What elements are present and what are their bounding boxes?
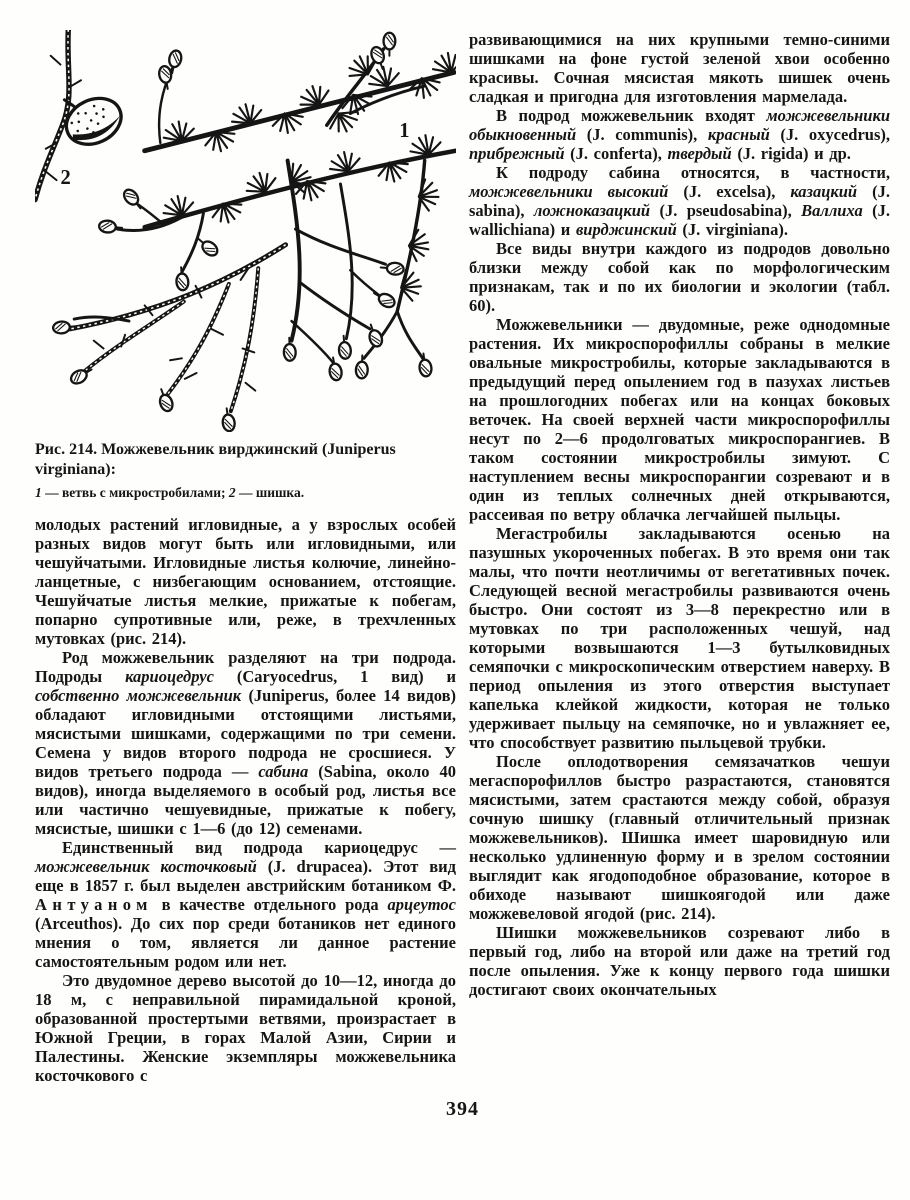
paragraph: [469, 923, 890, 999]
text-run: в качестве отдельного рода: [152, 895, 388, 914]
text-run: Можжевельники — двудомные, реже однодомные растения. Их микроспорофиллы собраны в мелкие овальные микростробилы, которые закладываются в предыдущий перед опылением год в пазухах листьев на прошлогодних побегах или на концах боковых веточек. На своей верхней части микроспорофиллы несут по 2—6 продолговатых микроспорангиев. В таком состоянии микростробилы зимуют. С наступлением весны микроспорангии созревают и в один из теплых солнечных дней открываются, рассеивая по ветру облачка легчайшей пыльцы.: [469, 315, 890, 524]
text-run: Мегастробилы закладываются осенью на пазушных укороченных побегах. В это время они так малы, что почти неотличимы от вегетативных почек. Следующей весной мегастробилы развиваются очень быстро. Они состоят из 3—8 перекрестно или в мутовках по три расположенных чешуй, над которыми возвышаются 1—3 бутылковидных семяпочки с микроскопическим отверстием наверху. В период опыления из этого отверстия выступает капелька клейкой жидкости, которая не только удерживает пыльцу на семяпочке, но и увлажняет ее, что способствует развитию пыльцевой трубки.: [469, 524, 890, 752]
text-run: К подроду сабина относятся, в частности,: [496, 163, 890, 182]
paragraph: [35, 838, 456, 971]
text-run: В подрод можжевельник входят: [496, 106, 767, 125]
left-column-text: [35, 515, 456, 1085]
paragraph: [469, 163, 890, 239]
text-run: казацкий: [790, 182, 858, 201]
text-run: Антуаном: [35, 895, 153, 914]
text-run: (J. drupacea). Этот вид еще в 1857 г. был выделен австрийским ботаником Ф.: [35, 857, 456, 895]
figure-label-2: 2: [60, 167, 71, 190]
text-run: (J. rigida) и др.: [731, 144, 851, 163]
text-run: Шишки можжевельников созревают либо в первый год, либо на второй или даже на третий год после опыления. Уже к концу первого года шишки достигают своих окончательных: [469, 923, 890, 999]
paragraph: [35, 648, 456, 838]
text-run: После оплодотворения семязачатков чешуи мегаспорофиллов быстро разрастаются, становятся мясистыми, затем срастаются между собой, образуя сочную шишку (главный отличительный признак можжевельников). Шишка имеет шаровидную или несколько удлиненную форму и в зрелом состоянии выглядит как ягодоподобное образование, которое в обиходе называют шишкоягодой или даже можжевеловой ягодой (рис. 214).: [469, 752, 890, 923]
text-run: красный: [707, 125, 770, 144]
text-run: 1: [35, 485, 42, 500]
paragraph: [469, 752, 890, 923]
text-run: Единственный вид подрода кариоцедрус —: [62, 838, 456, 857]
text-run: сабина: [258, 762, 309, 781]
page-number: 394: [446, 1098, 479, 1120]
text-run: Валлиха: [801, 201, 863, 220]
right-column: [469, 30, 890, 1085]
cone-detail-drawing: [35, 30, 129, 200]
left-column: [35, 30, 456, 1085]
paragraph: [469, 524, 890, 752]
text-run: (Juniperus, более 14 видов) обладают игловидными отстоящими листьями, мясистыми шишками, содержащими по три семени. Семена у видов второго подрода не сросшиеся. У видов третьего подрода —: [35, 686, 456, 781]
text-run: твердый: [667, 144, 732, 163]
text-run: (J. sabina),: [469, 182, 890, 220]
text-run: собственно можжевельник: [35, 686, 242, 705]
paragraph: [35, 971, 456, 1085]
text-run: Род можжевельник разделяют на три подрода. Подроды: [35, 648, 456, 686]
juniper-branch-drawing: [35, 30, 456, 432]
text-run: (J. virginiana).: [676, 220, 788, 239]
text-run: — ветвь с микростробилами;: [41, 485, 229, 500]
text-run: развивающимися на них крупными темно-синими шишками на фоне густой зеленой хвои особенно красивы. Сочная мясистая мякоть шишек очень сладкая и пригодна для изготовления мармелада.: [469, 30, 890, 106]
text-run: 2: [228, 485, 236, 500]
paragraph: [469, 106, 890, 163]
text-run: (Arceuthos). До сих пор среди ботаников нет единого мнения о том, является ли данное растение самостоятельным родом или нет.: [35, 914, 456, 971]
text-run: вирджинский: [575, 220, 677, 239]
text-run: можжевельник косточковый: [35, 857, 257, 876]
text-run: кариоцедрус: [125, 667, 214, 686]
text-run: (Sabina, около 40 видов), иногда выделяемого в особый род, листья все или частично чешуевидные, прижатые к побегу, мясистые, шишки с 1—6 (до 12) семенами.: [35, 762, 457, 838]
text-run: можжевельники высокий: [469, 182, 669, 201]
text-run: арцеутос: [387, 895, 456, 914]
paragraph: [469, 30, 890, 106]
text-run: (J. excelsa),: [668, 182, 791, 201]
paragraph: [469, 315, 890, 524]
paragraph: [469, 239, 890, 315]
text-run: можжевельники обыкновенный: [469, 106, 890, 144]
text-run: (J. communis),: [576, 125, 708, 144]
text-run: (J. pseudosabina),: [650, 201, 802, 220]
figure-caption-legend: [35, 485, 456, 501]
text-run: (J. wallichiana) и: [469, 201, 890, 239]
text-run: ложноказацкий: [533, 201, 651, 220]
text-run: (J. conferta),: [564, 144, 668, 163]
text-run: Это двудомное дерево высотой до 10—12, иногда до 18 м, с неправильной пирамидальной кроной, образованной простертыми ветвями, произрастает в Южной Греции, в горах Малой Азии, Сирии и Палестины. Женские экземпляры можжевельника косточкового с: [35, 971, 456, 1085]
paragraph: [35, 515, 456, 648]
text-run: (Caryocedrus, 1 вид) и: [213, 667, 457, 686]
branch-drawing: [53, 33, 456, 432]
text-run: (J. oxycedrus),: [769, 125, 890, 144]
page-columns: [35, 30, 890, 1085]
text-run: — шишка.: [235, 485, 305, 500]
figure-caption-title: Рис. 214. Можжевельник вирджинский (Juniperus virginiana):: [35, 441, 396, 478]
figure-label-1: 1: [399, 120, 410, 143]
text-run: прибрежный: [469, 144, 565, 163]
text-run: Все виды внутри каждого из подродов довольно близки между собой как по морфологическим признакам, так и по их биологии и экологии (табл. 60).: [469, 239, 890, 315]
text-run: молодых растений игловидные, а у взрослых особей разных видов могут быть или игловидными, или чешуйчатыми. Игловидные листья колючие, линейно-ланцетные, с низбегающим основанием, отстоящие. Чешуйчатые листья мелкие, прижатые к побегам, попарно супротивные или, реже, в трехчленных мутовках (рис. 214).: [35, 515, 456, 648]
figure-juniper-illustration: [35, 30, 456, 432]
